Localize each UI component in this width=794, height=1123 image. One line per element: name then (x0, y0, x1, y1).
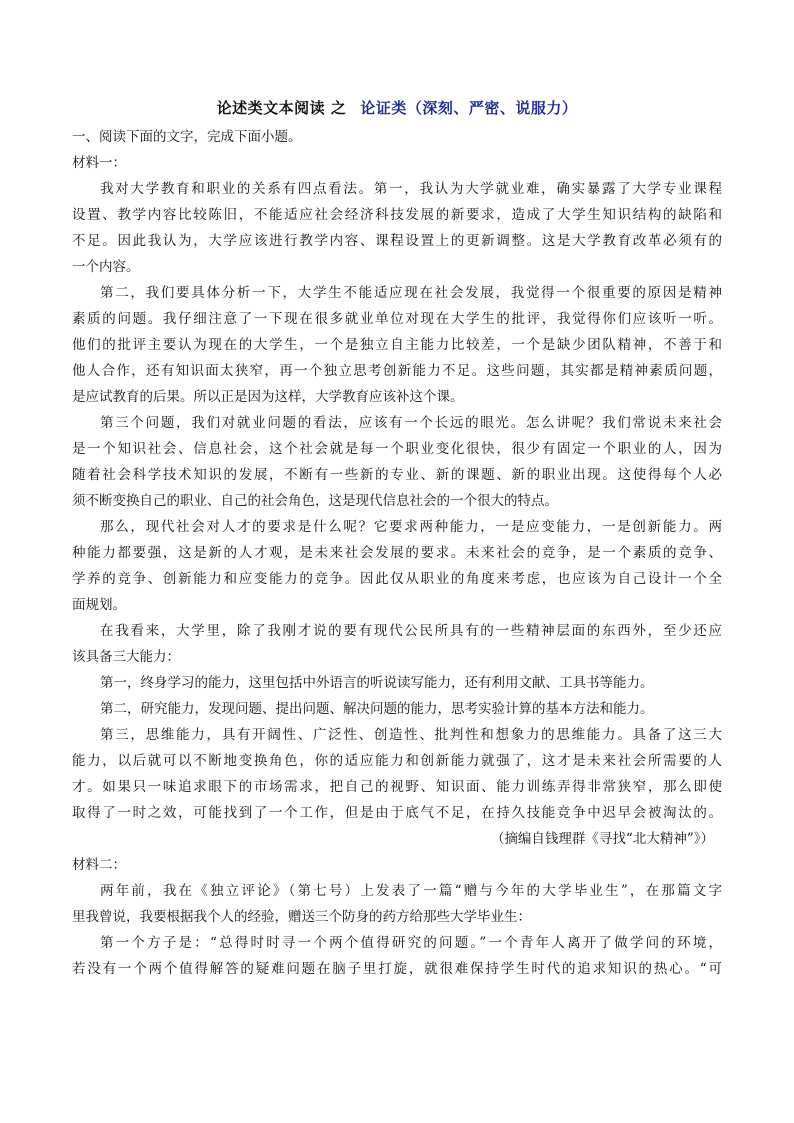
paragraph-line: 须不断变换自己的职业、自己的社会角色，这是现代信息社会的一个很大的特点。 (72, 493, 558, 509)
material2-label: 材料二： (72, 857, 126, 873)
paragraph-line: 第三个问题，我们对就业问题的看法，应该有一个长远的眼光。怎么讲呢？我们常说未来社会 (100, 415, 722, 431)
paragraph-line: 第一，终身学习的能力，这里包括中外语言的听说读写能力，还有利用文献、工具书等能力。 (100, 675, 654, 691)
paragraph-line: 若没有一个两个值得解答的疑难问题在脑子里打旋，就很难保持学生时代的追求知识的热心。“可 (72, 961, 722, 977)
title-sub: 论证类（深刻、严密、说服力） (360, 99, 578, 117)
paragraph-line: 第二，我们要具体分析一下，大学生不能适应现在社会发展，我觉得一个很重要的原因是精神 (100, 285, 722, 301)
material1-label: 材料一： (72, 155, 126, 171)
paragraph-line: 在我看来，大学里，除了我刚才说的要有现代公民所具有的一些精神层面的东西外，至少还应 (100, 623, 722, 639)
paragraph-line: 那么，现代社会对人才的要求是什么呢？它要求两种能力，一是应变能力，一是创新能力。两 (100, 519, 722, 535)
paragraph-line: 随着社会科学技术知识的发展，不断有一些新的专业、新的课题、新的职业出现。这使得每个人必 (72, 467, 722, 483)
document-body (72, 124, 722, 982)
paragraph-line: 种能力都要强，这是新的人才观，是未来社会发展的要求。未来社会的竞争，是一个素质的竞争、 (72, 545, 722, 561)
paragraph-line: 我对大学教育和职业的关系有四点看法。第一，我认为大学就业难，确实暴露了大学专业课程 (100, 181, 722, 197)
paragraph-line: 两年前，我在《独立评论》（第七号）上发表了一篇“赠与今年的大学毕业生”，在那篇文字 (100, 883, 722, 899)
paragraph-line: 是一个知识社会、信息社会，这个社会就是每一个职业变化很快，很少有固定一个职业的人，因为 (72, 441, 722, 457)
paragraph-line: 素质的问题。我仔细注意了一下现在很多就业单位对现在大学生的批评，我觉得你们应该听一听。 (72, 311, 722, 327)
material1-source: （摘编自钱理群《寻找“北大精神”》） (490, 831, 714, 847)
title-main: 论述类文本阅读 之 (216, 99, 347, 117)
paragraph-line: 一个内容。 (72, 259, 140, 275)
paragraph-line: 面规划。 (72, 597, 126, 613)
paragraph-line: 里我曾说，我要根据我个人的经验，赠送三个防身的药方给那些大学毕业生： (72, 909, 531, 925)
paragraph-line: 能力，以后就可以不断地变换角色，你的适应能力和创新能力就强了，这才是未来社会所需要的人 (72, 753, 722, 769)
paragraph-line: 第一个方子是：“总得时时寻一个两个值得研究的问题。”一个青年人离开了做学问的环境， (100, 935, 722, 951)
paragraph-line: 该具备三大能力： (72, 649, 180, 665)
page-title (0, 97, 794, 118)
paragraph-line: 他们的批评主要认为现在的大学生，一个是独立自主能力比较差，一个是缺少团队精神，不善于和 (72, 337, 722, 353)
paragraph-line: 不足。因此我认为，大学应该进行教学内容、课程设置上的更新调整。这是大学教育改革必须有的 (72, 233, 722, 249)
paragraph-line: 第二，研究能力，发现问题、提出问题、解决问题的能力，思考实验计算的基本方法和能力。 (100, 701, 654, 717)
paragraph-line: 设置、教学内容比较陈旧，不能适应社会经济科技发展的新要求，造成了大学生知识结构的缺陷和 (72, 207, 722, 223)
paragraph-line: 他人合作，还有知识面太狭窄，再一个独立思考创新能力不足。这些问题，其实都是精神素质问题， (72, 363, 722, 379)
question-heading: 一、阅读下面的文字，完成下面小题。 (72, 129, 302, 145)
paragraph-line: 取得了一时之效，可能找到了一个工作，但是由于底气不足，在持久技能竞争中迟早会被淘汰的。 (72, 805, 722, 821)
paragraph-line: 是应试教育的后果。所以正是因为这样，大学教育应该补这个课。 (72, 389, 464, 405)
paragraph-line: 才。如果只一味追求眼下的市场需求，把自己的视野、知识面、能力训练弄得非常狭窄，那么即使 (72, 779, 722, 795)
paragraph-line: 第三，思维能力，具有开阔性、广泛性、创造性、批判性和想象力的思维能力。具备了这三大 (100, 727, 722, 743)
paragraph-line: 学养的竞争、创新能力和应变能力的竞争。因此仅从职业的角度来考虑，也应该为自己设计一个全 (72, 571, 722, 587)
